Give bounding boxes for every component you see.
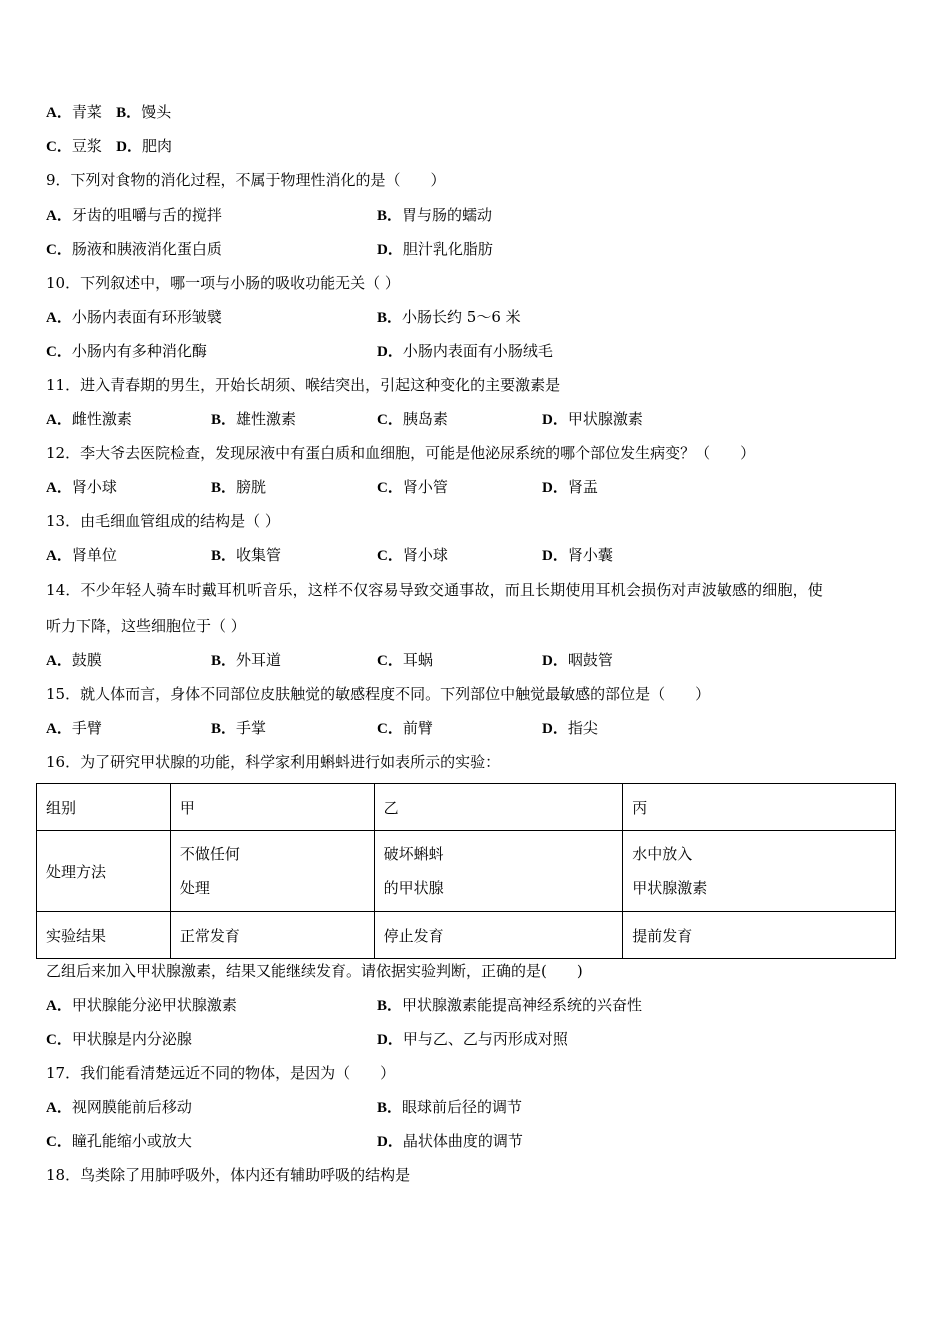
q10-option-a — [46, 307, 222, 328]
option-letter: B． — [377, 1100, 403, 1116]
cell-line: 处理 — [179, 879, 210, 897]
option-letter: A． — [46, 208, 72, 224]
option-text: 甲状腺激素能提高神经系统的兴奋性 — [402, 996, 643, 1014]
q17-option-c — [46, 1131, 192, 1152]
q8-option-c-text: 豆浆 — [71, 137, 102, 155]
option-letter: D． — [542, 548, 568, 564]
cell-line: 水中放入 — [632, 845, 693, 863]
option-letter: C． — [46, 344, 72, 360]
option-letter: D． — [377, 1134, 403, 1150]
q10-option-b — [377, 307, 521, 328]
q16-option-a — [46, 995, 237, 1016]
option-text: 牙齿的咀嚼与舌的搅拌 — [71, 206, 222, 224]
q15-stem: 15．就人体而言，身体不同部位皮肤触觉的敏感程度不同。下列部位中触觉最敏感的部位是（ ） — [46, 685, 711, 703]
option-text: 鼓膜 — [71, 651, 102, 669]
option-letter: B． — [211, 412, 237, 428]
q15-option-b — [211, 718, 266, 739]
table-cell: 停止发育 — [374, 912, 623, 959]
q12-option-d — [542, 477, 598, 498]
option-text: 雄性激素 — [236, 410, 297, 428]
option-letter: A． — [46, 412, 72, 428]
option-text: 甲状腺激素 — [567, 410, 643, 428]
table-cell: 处理方法 — [37, 831, 171, 912]
option-letter: C． — [46, 1134, 72, 1150]
q15-option-d — [542, 718, 598, 739]
q17-stem: 17．我们能看清楚远近不同的物体，是因为（ ） — [46, 1064, 396, 1082]
option-letter: C． — [377, 653, 403, 669]
q13-option-d — [542, 545, 613, 566]
q13-stem: 13．由毛细血管组成的结构是（ ） — [46, 512, 280, 530]
option-text: 前臂 — [402, 719, 433, 737]
q17-option-b — [377, 1097, 522, 1118]
option-text: 手掌 — [236, 719, 267, 737]
option-letter: A． — [46, 548, 72, 564]
option-text: 肾小管 — [402, 478, 448, 496]
q11-option-c — [377, 409, 448, 430]
option-text: 指尖 — [567, 719, 598, 737]
table-cell — [374, 831, 623, 912]
option-letter: A． — [46, 998, 72, 1014]
q11-option-d — [542, 409, 643, 430]
q17-option-d — [377, 1131, 523, 1152]
q8-option-b-letter: B． — [116, 105, 142, 121]
option-text: 耳蜗 — [402, 651, 433, 669]
q16-after-text: 乙组后来加入甲状腺激素，结果又能继续发育。请依据实验判断，正确的是( ) — [46, 962, 583, 980]
q16-option-c — [46, 1029, 192, 1050]
option-letter: A． — [46, 721, 72, 737]
q8-option-d-text: 肥肉 — [142, 137, 173, 155]
table-row-method — [37, 831, 896, 912]
option-letter: C． — [377, 412, 403, 428]
option-text: 甲状腺能分泌甲状腺激素 — [71, 996, 237, 1014]
option-text: 小肠内表面有环形皱襞 — [71, 308, 222, 326]
option-letter: C． — [377, 548, 403, 564]
cell-line: 破坏蝌蚪 — [383, 845, 444, 863]
option-text: 眼球前后径的调节 — [402, 1098, 523, 1116]
q13-option-a — [46, 545, 117, 566]
table-cell — [623, 831, 896, 912]
q12-option-b — [211, 477, 266, 498]
q14-option-c — [377, 650, 433, 671]
option-text: 胰岛素 — [402, 410, 448, 428]
option-letter: C． — [46, 1032, 72, 1048]
q8-option-c-letter: C． — [46, 139, 72, 155]
option-letter: B． — [211, 548, 237, 564]
table-cell: 组别 — [37, 784, 171, 831]
q10-stem: 10．下列叙述中，哪一项与小肠的吸收功能无关（ ） — [46, 274, 400, 292]
q16-option-d — [377, 1029, 568, 1050]
table-cell: 甲 — [170, 784, 374, 831]
option-letter: A． — [46, 653, 72, 669]
option-letter: B． — [211, 653, 237, 669]
option-text: 膀胱 — [236, 478, 267, 496]
q9-option-b — [377, 205, 492, 226]
q11-option-b — [211, 409, 296, 430]
option-letter: C． — [377, 480, 403, 496]
option-text: 胃与肠的蠕动 — [402, 206, 493, 224]
table-cell: 乙 — [374, 784, 623, 831]
option-text: 晶状体曲度的调节 — [402, 1132, 523, 1150]
q17-option-a — [46, 1097, 192, 1118]
q14-option-d — [542, 650, 613, 671]
option-text: 肾盂 — [567, 478, 598, 496]
option-letter: D． — [377, 242, 403, 258]
table-cell — [170, 831, 374, 912]
option-text: 甲与乙、乙与丙形成对照 — [402, 1030, 568, 1048]
table-cell: 正常发育 — [170, 912, 374, 959]
cell-line: 甲状腺激素 — [632, 879, 708, 897]
option-letter: D． — [377, 344, 403, 360]
q12-stem: 12．李大爷去医院检查，发现尿液中有蛋白质和血细胞，可能是他泌尿系统的哪个部位发生病变？（ ） — [46, 444, 756, 462]
q13-option-c — [377, 545, 448, 566]
option-letter: A． — [46, 310, 72, 326]
option-letter: D． — [542, 480, 568, 496]
option-letter: C． — [46, 242, 72, 258]
option-letter: D． — [542, 412, 568, 428]
q11-stem: 11．进入青春期的男生，开始长胡须、喉结突出，引起这种变化的主要激素是 — [46, 376, 561, 394]
q8-option-b-text: 馒头 — [141, 103, 172, 121]
option-letter: B． — [377, 310, 403, 326]
cell-line: 的甲状腺 — [383, 879, 444, 897]
q14-option-a — [46, 650, 102, 671]
option-letter: C． — [377, 721, 403, 737]
option-text: 甲状腺是内分泌腺 — [71, 1030, 192, 1048]
q14-stem-line2: 听力下降，这些细胞位于（ ） — [46, 617, 246, 635]
q14-stem-line1: 14．不少年轻人骑车时戴耳机听音乐，这样不仅容易导致交通事故，而且长期使用耳机会损伤对声波敏感的细胞，使 — [46, 581, 823, 599]
q8-options-row2 — [46, 136, 172, 157]
q15-option-c — [377, 718, 433, 739]
option-text: 咽鼓管 — [567, 651, 613, 669]
option-text: 外耳道 — [236, 651, 282, 669]
option-text: 肾小囊 — [567, 546, 613, 564]
q10-option-c — [46, 341, 207, 362]
q11-option-a — [46, 409, 132, 430]
option-text: 视网膜能前后移动 — [71, 1098, 192, 1116]
option-text: 肾单位 — [71, 546, 117, 564]
table-row-result — [37, 912, 896, 959]
option-text: 小肠内有多种消化酶 — [71, 342, 207, 360]
table-cell: 丙 — [623, 784, 896, 831]
option-letter: D． — [542, 653, 568, 669]
q12-option-c — [377, 477, 448, 498]
table-row-header — [37, 784, 896, 831]
experiment-table — [36, 783, 896, 959]
option-text: 雌性激素 — [71, 410, 132, 428]
option-letter: B． — [211, 721, 237, 737]
q9-stem: 9．下列对食物的消化过程，不属于物理性消化的是（ ） — [46, 171, 446, 189]
option-letter: A． — [46, 480, 72, 496]
q9-option-a — [46, 205, 222, 226]
option-text: 收集管 — [236, 546, 282, 564]
q8-options-row1 — [46, 102, 171, 123]
q18-stem: 18．鸟类除了用肺呼吸外，体内还有辅助呼吸的结构是 — [46, 1166, 411, 1184]
option-letter: B． — [211, 480, 237, 496]
option-text: 胆汁乳化脂肪 — [402, 240, 493, 258]
option-letter: A． — [46, 1100, 72, 1116]
q13-option-b — [211, 545, 281, 566]
option-letter: D． — [542, 721, 568, 737]
option-text: 瞳孔能缩小或放大 — [71, 1132, 192, 1150]
table-cell: 提前发育 — [623, 912, 896, 959]
option-text: 肾小球 — [402, 546, 448, 564]
option-text: 手臂 — [71, 719, 102, 737]
option-text: 肾小球 — [71, 478, 117, 496]
option-letter: B． — [377, 998, 403, 1014]
q16-stem: 16．为了研究甲状腺的功能，科学家利用蝌蚪进行如表所示的实验： — [46, 753, 501, 771]
q9-option-d — [377, 239, 493, 260]
option-text: 小肠长约 5～6 米 — [402, 308, 521, 326]
cell-line: 不做任何 — [179, 845, 240, 863]
q14-option-b — [211, 650, 281, 671]
q15-option-a — [46, 718, 102, 739]
q8-option-d-letter: D． — [116, 139, 143, 155]
q9-option-c — [46, 239, 222, 260]
q16-option-b — [377, 995, 642, 1016]
q10-option-d — [377, 341, 553, 362]
option-letter: B． — [377, 208, 403, 224]
q8-option-a-letter: A． — [46, 105, 72, 121]
q8-option-a-text: 青菜 — [71, 103, 102, 121]
option-letter: D． — [377, 1032, 403, 1048]
option-text: 小肠内表面有小肠绒毛 — [402, 342, 553, 360]
q12-option-a — [46, 477, 117, 498]
table-cell: 实验结果 — [37, 912, 171, 959]
option-text: 肠液和胰液消化蛋白质 — [71, 240, 222, 258]
